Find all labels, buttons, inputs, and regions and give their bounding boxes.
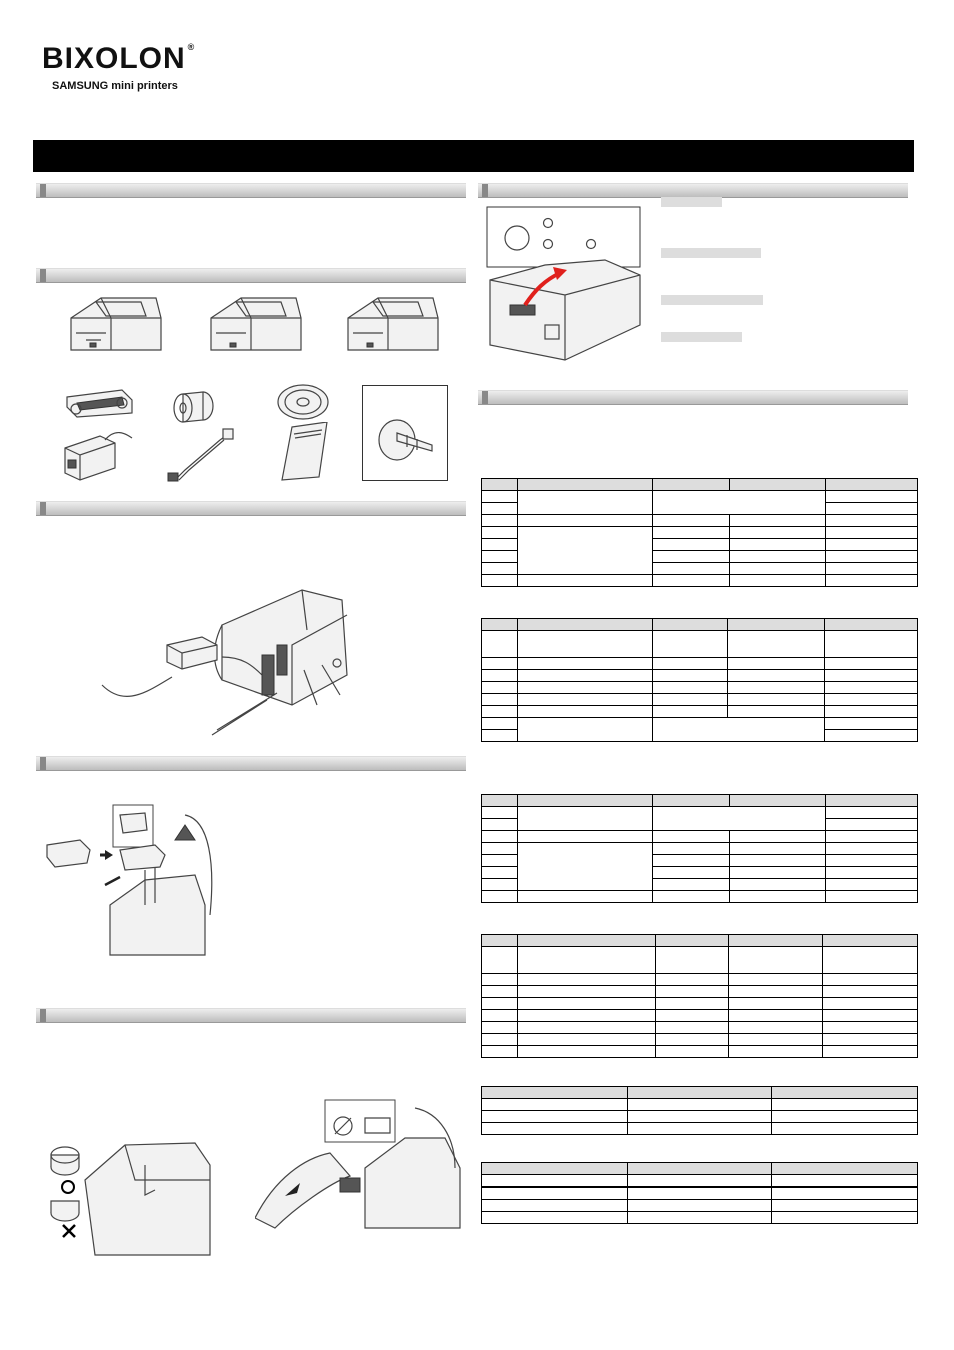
- ribbon-install-diagram: [45, 795, 220, 960]
- table-5: [481, 1086, 918, 1135]
- power-cord-image: [165, 425, 240, 485]
- label-bar-1: [661, 197, 722, 207]
- ribbon-cartridge-image: [62, 385, 137, 420]
- cd-image: [275, 382, 330, 422]
- brand-tagline: SAMSUNG mini printers: [52, 80, 178, 92]
- table-4: [481, 934, 918, 1058]
- manual-sheet-image: [277, 422, 332, 482]
- section-bar-7: [478, 390, 908, 405]
- table-2: [481, 618, 918, 742]
- table-6: [481, 1162, 918, 1224]
- brand-logo: [42, 42, 195, 76]
- section-bar-2: [36, 268, 466, 283]
- label-bar-2: [661, 248, 761, 258]
- power-adapter-image: [60, 428, 140, 483]
- printer-image-3: [343, 288, 443, 360]
- label-bar-3: [661, 295, 763, 305]
- table-3: [481, 794, 918, 903]
- section-bar-5: [36, 1008, 466, 1023]
- table-1: [481, 478, 918, 587]
- paper-install-diagram-2: [255, 1098, 465, 1233]
- roll-holder-box: [362, 385, 448, 481]
- control-panel-diagram: [485, 205, 645, 365]
- title-banner: [33, 140, 914, 172]
- section-bar-3: [36, 501, 466, 516]
- printer-image-1: [66, 288, 166, 360]
- registered-mark: ®: [187, 42, 196, 52]
- section-bar-4: [36, 756, 466, 771]
- section-bar-6: [478, 183, 908, 198]
- label-bar-4: [661, 332, 742, 342]
- section-bar-1: [36, 183, 466, 198]
- brand-name: BIXOLON: [42, 42, 186, 75]
- cross-icon: [63, 1225, 75, 1237]
- printer-image-2: [206, 288, 306, 360]
- connection-diagram: [92, 585, 362, 740]
- paper-install-diagram-1: [45, 1125, 215, 1260]
- paper-roll-image: [173, 388, 218, 428]
- circle-icon: [62, 1181, 74, 1193]
